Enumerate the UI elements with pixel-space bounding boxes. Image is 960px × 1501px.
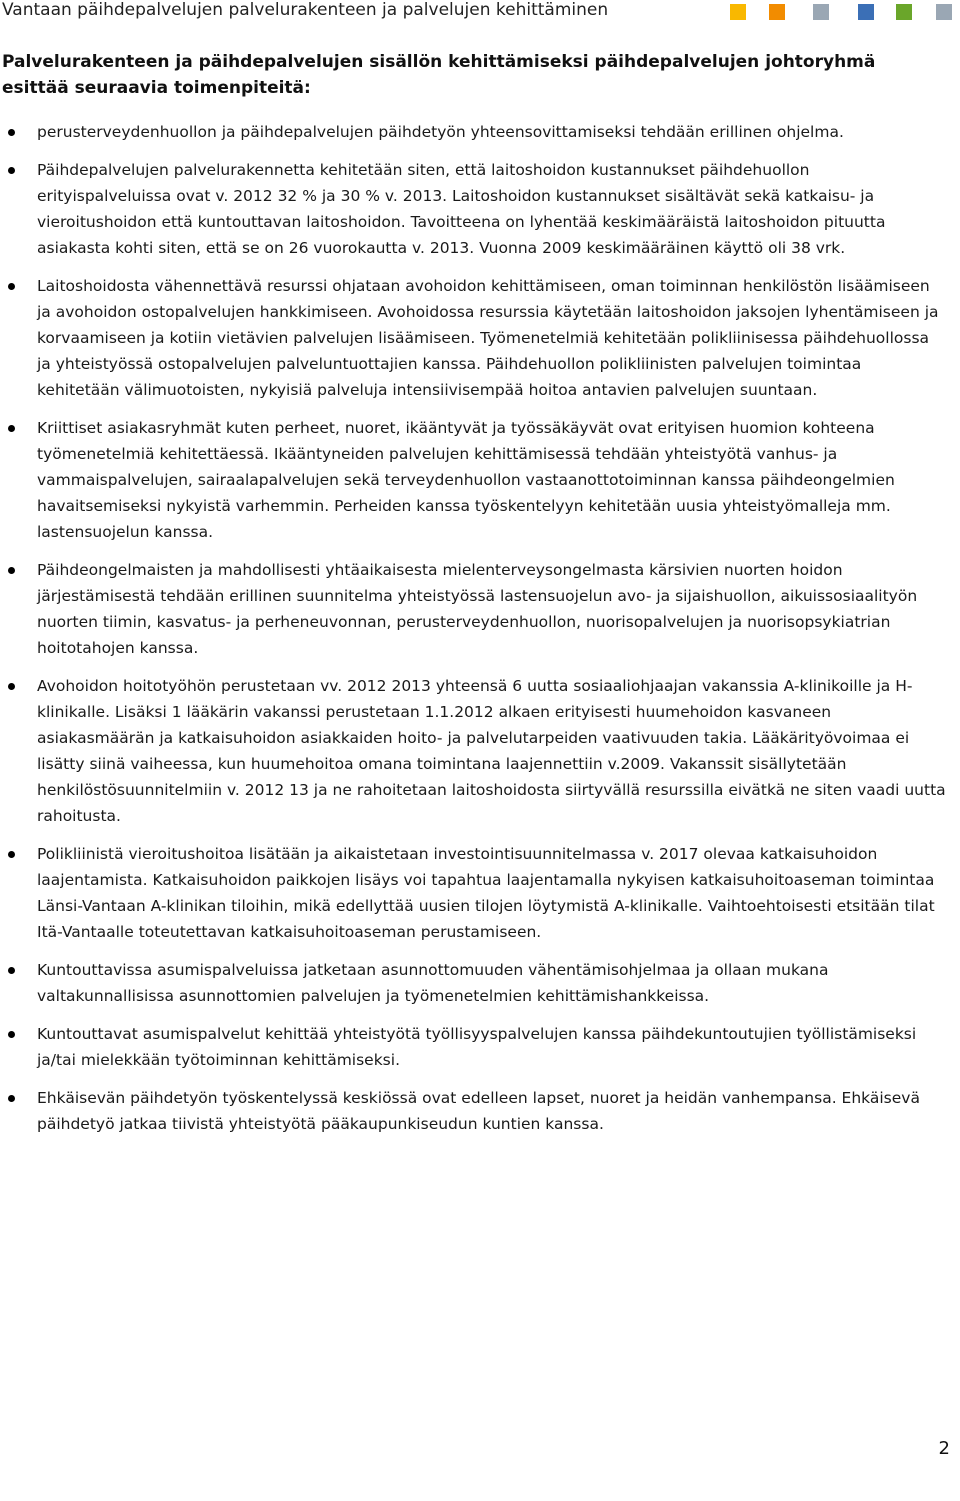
- list-item: [0, 957, 960, 1009]
- list-item: [0, 841, 960, 945]
- brand-square-blue: [858, 4, 874, 20]
- list-item-text: Päihdeongelmaisten ja mahdollisesti yhtäaikaisesta mielenterveysongelmasta kärsivien nuorten hoidon järjestämisestä tehdään erillinen suunnitelma yhteistyössä lastensuojelun avo- ja sijaishuollon, aikuissosiaalityön nuorten tiimin, kasvatus- ja perheneuvonnan, perusterveydenhuollon, nuorisopalvelujen ja nuorisopsykiatrian hoitotahojen kanssa.: [37, 561, 918, 657]
- list-item-text: Ehkäisevän päihdetyön työskentelyssä keskiössä ovat edelleen lapset, nuoret ja heidän vanhempansa. Ehkäisevä päihdetyö jatkaa tiivistä yhteistyötä pääkaupunkiseudun kuntien kanssa.: [37, 1089, 920, 1133]
- brand-square-orange: [769, 4, 785, 20]
- brand-color-squares: [730, 4, 960, 20]
- list-item: [0, 157, 960, 261]
- list-item-text: Kuntouttavat asumispalvelut kehittää yhteistyötä työllisyyspalvelujen kanssa päihdekuntoutujien työllistämiseksi ja/tai mielekkään työtoiminnan kehittämiseksi.: [37, 1025, 917, 1069]
- bullet-icon: [8, 683, 15, 690]
- list-item-text: Päihdepalvelujen palvelurakennetta kehitetään siten, että laitoshoidon kustannukset päihdehuollon erityispalveluissa ovat v. 2012 32 % ja 30 % v. 2013. Laitoshoidon kustannukset sisältävät sekä katkaisu- ja vieroitushoidon että kuntouttavan laitoshoidon. Tavoitteena on lyhentää keskimääräistä laitoshoidon pituutta asiakasta kohti siten, että se on 26 vuorokautta v. 2013. Vuonna 2009 keskimääräinen käyttö oli 38 vrk.: [37, 161, 886, 257]
- list-item-text: Kriittiset asiakasryhmät kuten perheet, nuoret, ikääntyvät ja työssäkäyvät ovat erityisen huomion kohteena työmenetelmiä kehitettäessä. Ikääntyneiden palvelujen kehittämisessä tehdään yhteistyötä vanhus- ja vammaispalvelujen, sairaalapalvelujen sekä terveydenhuollon vastaanottotoiminnan kanssa päihdeongelmien havaitsemiseksi nykyistä varhemmin. Perheiden kanssa työskentelyyn kehitetään uusia yhteistyömalleja mm. lastensuojelun kanssa.: [37, 419, 895, 541]
- bullet-icon: [8, 1031, 15, 1038]
- brand-square-gray: [813, 4, 829, 20]
- list-item-text: Kuntouttavissa asumispalveluissa jatketaan asunnottomuuden vähentämisohjelmaa ja ollaan mukana valtakunnallisissa asunnottomien palvelujen ja työmenetelmien kehittämishankkeissa.: [37, 961, 829, 1005]
- bullet-icon: [8, 167, 15, 174]
- section-heading: Palvelurakenteen ja päihdepalvelujen sisällön kehittämiseksi päihdepalvelujen johtoryhmä esittää seuraavia toimenpiteitä:: [2, 52, 876, 98]
- list-item-text: perusterveydenhuollon ja päihdepalvelujen päihdetyön yhteensovittamiseksi tehdään erillinen ohjelma.: [37, 123, 844, 141]
- list-item: [0, 1085, 960, 1137]
- page-number: 2: [938, 1438, 950, 1459]
- list-item-text: Avohoidon hoitotyöhön perustetaan vv. 2012 2013 yhteensä 6 uutta sosiaaliohjaajan vakanssia A-klinikoille ja H-klinikalle. Lisäksi 1 lääkärin vakanssi perustetaan 1.1.2012 alkaen erityisesti huumehoidon kasvaneen asiakasmäärän ja katkaisuhoidon asiakkaiden hoito- ja palvelutarpeiden vaativuuden takia. Lääkärityövoimaa ei lisätty siinä vaiheessa, kun huumehoitoa omana toimintana laajennettiin v.2009. Vakanssit sisällytetään henkilöstösuunnitelmiin v. 2012 13 ja ne rahoitetaan laitoshoidosta siirtyvällä resurssilla eivätkä ne siten vaadi uutta rahoitusta.: [37, 677, 946, 825]
- bullet-icon: [8, 851, 15, 858]
- document-header-title: Vantaan päihdepalvelujen palvelurakenteen ja palvelujen kehittäminen: [2, 0, 609, 20]
- bullet-icon: [8, 283, 15, 290]
- brand-square-gray-2: [936, 4, 952, 20]
- bullet-icon: [8, 567, 15, 574]
- list-item: [0, 273, 960, 403]
- measures-list: [0, 119, 960, 1149]
- brand-square-green: [896, 4, 912, 20]
- list-item-text: Polikliinistä vieroitushoitoa lisätään ja aikaistetaan investointisuunnitelmassa v. 2017 olevaa katkaisuhoidon laajentamista. Katkaisuhoidon paikkojen lisäys voi tapahtua laajentamalla nykyisen katkaisuhoitoaseman toimintaa Länsi-Vantaan A-klinikan tiloihin, mikä edellyttää uusien tilojen löytymistä A-klinikalle. Vaihtoehtoisesti etsitään tilat Itä-Vantaalle toteutettavan katkaisuhoitoaseman perustamiseen.: [37, 845, 935, 941]
- list-item: [0, 557, 960, 661]
- bullet-icon: [8, 967, 15, 974]
- bullet-icon: [8, 1095, 15, 1102]
- brand-square-yellow: [730, 4, 746, 20]
- list-item: [0, 673, 960, 829]
- list-item: [0, 1021, 960, 1073]
- list-item: [0, 119, 960, 145]
- bullet-icon: [8, 425, 15, 432]
- bullet-icon: [8, 129, 15, 136]
- list-item-text: Laitoshoidosta vähennettävä resurssi ohjataan avohoidon kehittämiseen, oman toiminnan henkilöstön lisäämiseen ja avohoidon ostopalvelujen hankkimiseen. Avohoidossa resurssia käytetään laitoshoidon jaksojen lyhentämiseen ja korvaamiseen ja kotiin vietävien palvelujen lisäämiseen. Työmenetelmiä kehitetään polikliinisessa päihdehuollossa ja yhteistyössä ostopalvelujen palveluntuottajien kanssa. Päihdehuollon polikliinisten palvelujen toimintaa kehitetään välimuotoisten, nykyisiä palveluja intensiivisempää hoitoa antavien palvelujen suuntaan.: [37, 277, 939, 399]
- list-item: [0, 415, 960, 545]
